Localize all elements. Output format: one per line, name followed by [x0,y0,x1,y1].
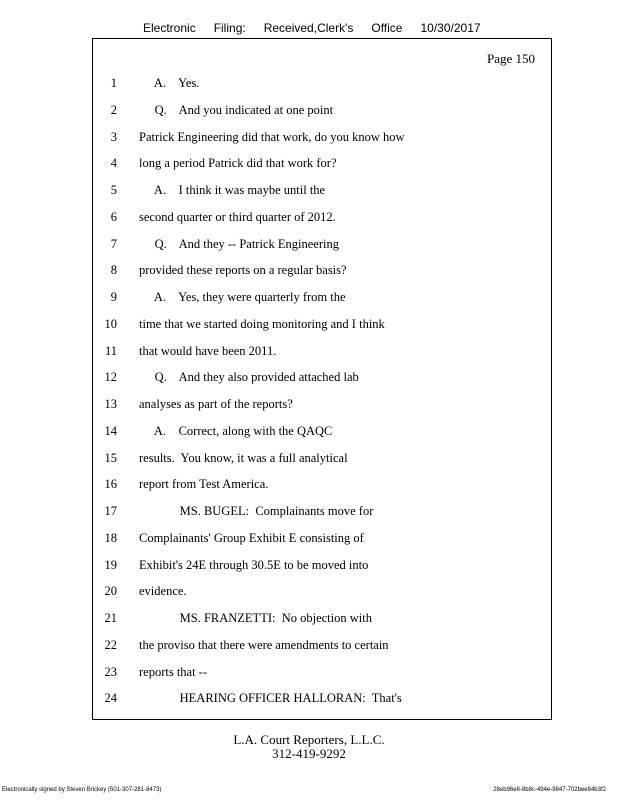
line-text: time that we started doing monitoring and I think [139,316,385,331]
transcript-line [93,207,551,234]
line-number: 18 [104,530,117,545]
transcript-line [93,448,551,475]
line-number: 3 [110,129,117,144]
line-text: results. You know, it was a full analytical [139,450,348,465]
transcript-line [93,287,551,314]
header-electronic: Electronic [143,21,196,35]
transcript-page [92,38,552,720]
line-text: long a period Patrick did that work for? [139,156,337,171]
line-number: 4 [110,156,117,171]
transcript-line [93,688,551,715]
line-number: 20 [104,584,117,599]
line-number: 23 [104,664,117,679]
line-number: 6 [110,209,117,224]
line-number: 21 [104,611,117,625]
transcript-line [93,260,551,287]
transcript-line [93,662,551,689]
line-number: 19 [104,557,117,572]
line-number: 2 [110,102,117,117]
line-text: analyses as part of the reports? [139,397,293,411]
line-text: Complainants' Group Exhibit E consisting of [139,530,364,545]
transcript-line [93,474,551,501]
line-number: 5 [110,183,117,197]
transcript-line [93,581,551,608]
page-number: Page 150 [486,51,535,66]
header-filing: Filing: [213,21,246,35]
line-number: 17 [104,504,117,518]
transcript-line [93,421,551,448]
transcript-line [93,394,551,421]
line-text: A. Yes. [139,76,200,90]
line-number: 1 [110,76,117,90]
line-number: 8 [110,263,117,278]
transcript-line [93,341,551,368]
header-received-clerks: Received,Clerk's [263,21,354,35]
line-text: evidence. [139,584,187,599]
line-text: Q. And they also provided attached lab [139,370,359,385]
line-text: Q. And you indicated at one point [139,102,334,117]
line-number: 22 [104,637,117,652]
transcript-line [93,234,551,261]
court-reporter-phone: 312-419-9292 [272,746,346,761]
document-id: 28eb96e6-8b8c-494e-9847-702bee84b3f2 [493,787,606,793]
line-text: A. I think it was maybe until the [139,183,326,197]
header-date: 10/30/2017 [420,21,481,35]
line-text: A. Correct, along with the QAQC [139,423,333,438]
line-text: second quarter or third quarter of 2012. [139,209,336,224]
line-text: HEARING OFFICER HALLORAN: That's [139,691,402,706]
electronic-signature: Electronically signed by Steven Brickey (501-307-281-8473) [2,787,162,793]
line-text: that would have been 2011. [139,343,277,358]
line-number: 14 [104,423,117,438]
transcript-line [93,314,551,341]
line-text: MS. FRANZETTI: No objection with [139,611,372,625]
line-number: 13 [104,397,117,411]
line-number: 11 [104,343,117,358]
transcript-line [93,127,551,154]
transcript-lines [93,73,551,715]
transcript-line [93,608,551,635]
line-number: 12 [104,370,117,385]
line-number: 15 [104,450,117,465]
transcript-line [93,73,551,100]
header-office: Office [371,21,403,35]
line-text: Exhibit's 24E through 30.5E to be moved into [139,557,369,572]
line-text: MS. BUGEL: Complainants move for [139,504,374,518]
line-number: 24 [104,691,117,706]
transcript-line [93,555,551,582]
line-text: Patrick Engineering did that work, do you know how [139,129,405,144]
transcript-line [93,501,551,528]
court-reporter-name: L.A. Court Reporters, L.L.C. [233,732,385,747]
transcript-line [93,367,551,394]
line-number: 7 [110,236,117,251]
transcript-line [93,528,551,555]
transcript-line [93,180,551,207]
line-text: reports that -- [139,664,208,679]
line-text: the proviso that there were amendments to certain [139,637,389,652]
transcript-line [93,100,551,127]
line-text: Q. And they -- Patrick Engineering [139,236,339,251]
line-text: report from Test America. [139,477,269,492]
transcript-line [93,635,551,662]
filing-header [143,21,481,35]
line-number: 16 [104,477,117,492]
transcript-line [93,153,551,180]
line-number: 10 [104,316,117,331]
line-text: provided these reports on a regular basis? [139,263,347,278]
line-text: A. Yes, they were quarterly from the [139,290,346,304]
line-number: 9 [110,290,117,304]
